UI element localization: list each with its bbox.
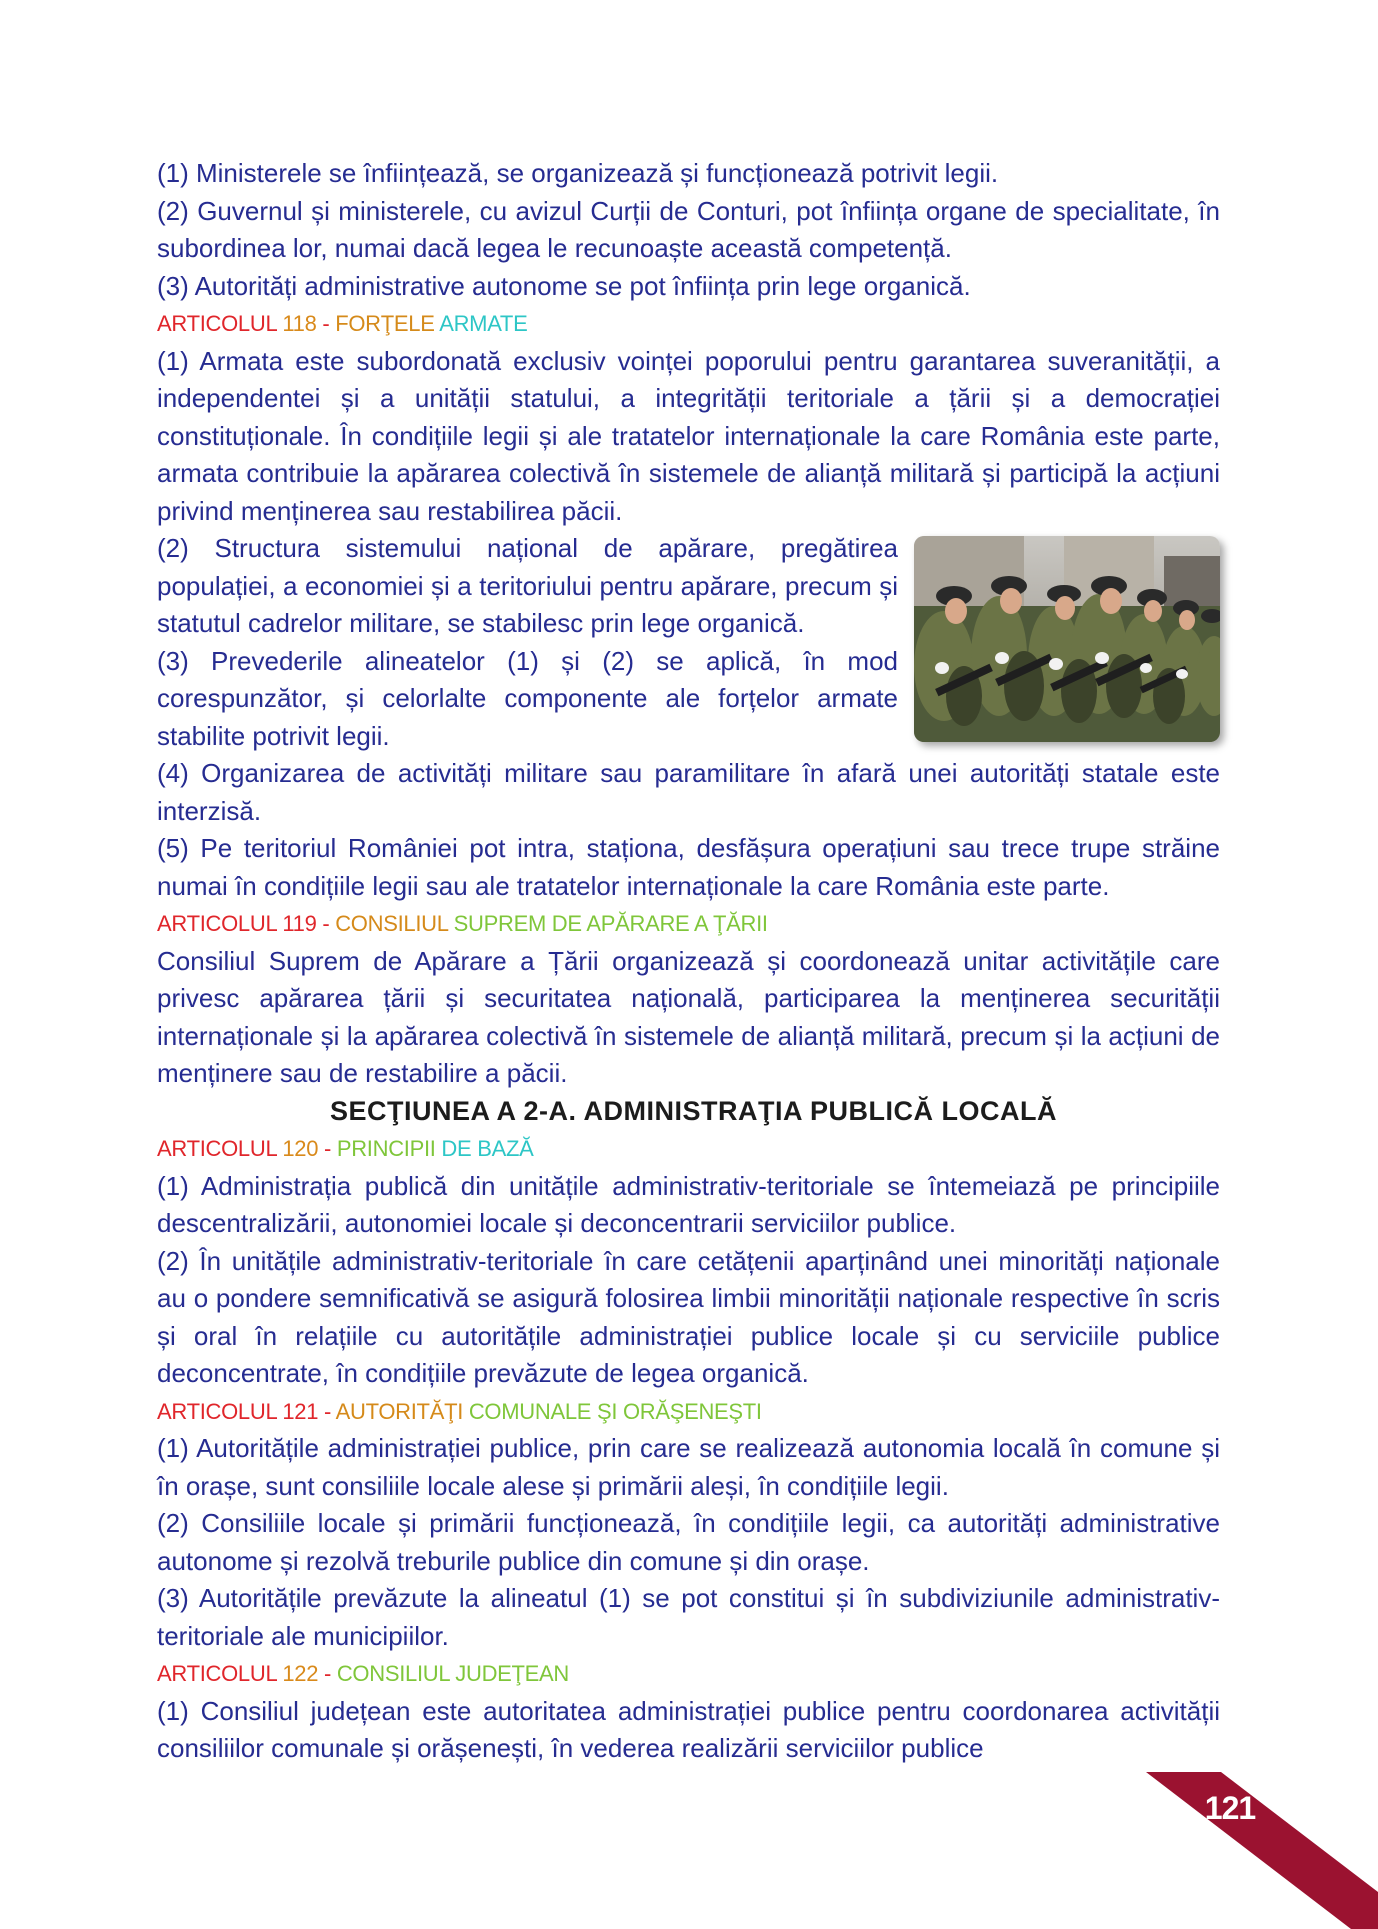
article-number: 122 [282, 1661, 319, 1686]
article-number: 118 [282, 311, 317, 336]
article-118-heading: ARTICOLUL 118 - FORŢELE ARMATE [157, 311, 528, 336]
article-prefix: ARTICOLUL [157, 1661, 277, 1686]
article-title: FORŢELE [335, 311, 435, 336]
article-title: COMUNALE ŞI ORĂŞENEŞTI [468, 1398, 762, 1424]
article-prefix: ARTICOLUL [157, 911, 277, 936]
article-prefix: ARTICOLUL [157, 1136, 277, 1161]
paragraph: (1) Administrația publică din unitățile administrativ-teritoriale se întemeiază pe principiile descentralizării, autonomiei locale și deconcentrarii serviciilor publice. [157, 1170, 1220, 1238]
page-number: 121 [1204, 1790, 1256, 1826]
soldiers-marching-photo [914, 536, 1220, 742]
article-title: PRINCIPII [336, 1136, 436, 1161]
paragraph: (4) Organizarea de activități militare sau paramilitare în afară unei autorități statale este interzisă. [157, 758, 1220, 826]
paragraph: (1) Autoritățile administrației publice, prin care se realizează autonomia locală în comune și în orașe, sunt consiliile locale alese și primării aleși, în condițiile legii. [157, 1433, 1220, 1501]
article-122-heading: ARTICOLUL 122 - CONSILIUL JUDEŢEAN [157, 1661, 570, 1686]
article-title: ARMATE [439, 311, 528, 336]
section-heading: SECŢIUNEA A 2-A. ADMINISTRAŢIA PUBLICĂ LOCALĂ [330, 1095, 1057, 1126]
article-120-heading: ARTICOLUL 120 - PRINCIPII DE BAZĂ [157, 1136, 534, 1161]
article-119-heading: ARTICOLUL 119 - CONSILIUL SUPREM DE APĂRARE A ŢĂRII [157, 911, 768, 936]
article-number: 121 [282, 1398, 319, 1424]
paragraph: (2) Guvernul și ministerele, cu avizul Curții de Conturi, pot înființa organe de specialitate, în subordinea lor, numai dacă legea le recunoaște această competență. [157, 195, 1220, 263]
article-number: 120 [282, 1136, 319, 1161]
article-prefix: ARTICOLUL [157, 311, 277, 336]
paragraph: (3) Autorități administrative autonome se pot înființa prin lege organică. [157, 270, 971, 301]
paragraph: (1) Consiliul județean este autoritatea administrației publice pentru coordonarea activității consiliilor comunale și orășenești, în vederea realizării serviciilor publice [157, 1695, 1220, 1763]
paragraph: (5) Pe teritoriul României pot intra, staționa, desfășura operațiuni sau trece trupe străine numai în condițiile legii sau ale tratatelor internaționale la care România este parte. [157, 833, 1220, 901]
paragraph: (1) Ministerele se înființează, se organizează și funcționează potrivit legii. [157, 158, 999, 188]
article-title: JUDEŢEAN [455, 1661, 570, 1686]
article-title: SUPREM DE APĂRARE A ŢĂRII [453, 911, 768, 936]
page-corner-band [1146, 1772, 1378, 1929]
article-title: AUTORITĂŢI [335, 1398, 464, 1424]
paragraph: (2) În unitățile administrativ-teritoriale în care cetățenii aparținând unei minorități naționale au o pondere semnificativă se asigură folosirea limbii minorității naționale respective în scris și oral în relațiile cu autoritățile administrației publice locale și cu serviciile publice deconcentrate, în condițiile prevăzute de legea organică. [157, 1245, 1220, 1388]
article-title: CONSILIUL [336, 1661, 450, 1686]
article-number: 119 [282, 911, 317, 936]
article-title: DE BAZĂ [441, 1136, 534, 1161]
paragraph: (1) Armata este subordonată exclusiv voinței poporului pentru garantarea suveranității, a independentei și a unității statului, a integrității teritoriale a țării și a democrației constituționale. În condițiile legii și ale tratatelor internaționale la care România este parte, armata contribuie la apărarea colectivă în sistemele de alianță militară și participă la acțiuni privind menținerea sau restabilirea păcii. [157, 345, 1220, 526]
article-121-heading: ARTICOLUL 121 - AUTORITĂŢI COMUNALE ŞI ORĂŞENEŞTI [157, 1398, 762, 1424]
paragraph: Consiliul Suprem de Apărare a Țării organizează și coordonează unitar activitățile care privesc apărarea țării și securitatea națională, participarea la menținerea securității internaționale și la apărarea colectivă în sistemele de alianță militară, precum și la acțiuni de menținere sau de restabilire a păcii. [157, 945, 1220, 1088]
paragraph: (3) Autoritățile prevăzute la alineatul (1) se pot constitui și în subdiviziunile administrativ-teritoriale ale municipiilor. [157, 1583, 1220, 1651]
article-title: CONSILIUL [335, 911, 448, 936]
photo-wrap-block [157, 530, 1220, 755]
page-content [157, 155, 1220, 1768]
paragraph: (2) Consiliile locale și primării funcționează, în condițiile legii, ca autorități administrative autonome și rezolvă treburile publice din comune și din orașe. [157, 1508, 1220, 1576]
paragraph: (2) Structura sistemului național de apărare, pregătirea populației, a economiei și a teritoriului pentru apărare, precum și statutul cadrelor militare, se stabilesc prin lege organică. [157, 533, 898, 638]
paragraph: (3) Prevederile alineatelor (1) și (2) se aplică, în mod corespunzător, și celorlalte componente ale forțelor armate stabilite potrivit legii. [157, 645, 898, 751]
article-prefix: ARTICOLUL [157, 1398, 277, 1424]
